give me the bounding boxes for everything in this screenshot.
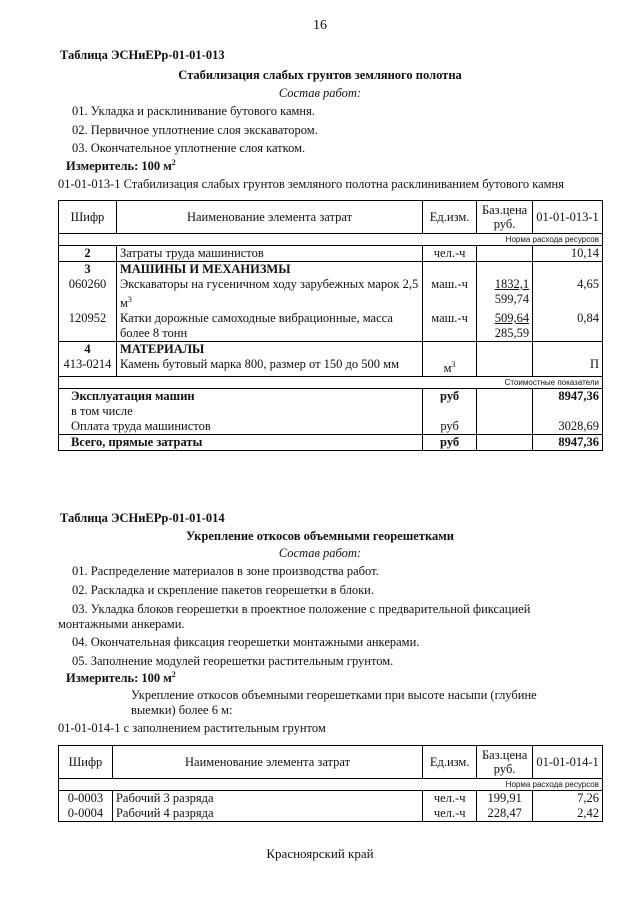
header-unit: Ед.изм.: [423, 201, 477, 234]
cost-row: Всего, прямые затраты руб 8947,36: [59, 435, 603, 451]
header-name: Наименование элемента затрат: [112, 746, 422, 779]
table2-work-4: 04. Окончательная фиксация георешетки монтажными анкерами.: [72, 635, 420, 649]
table1-title: Таблица ЭСНиЕРр-01-01-013: [60, 48, 225, 62]
table-row: 120952 Катки дорожные самоходные вибрационные, масса более 8 тонн маш.-ч 509,64 285,59 0,84: [59, 311, 603, 342]
header-code: Шифр: [59, 746, 113, 779]
table1-work-3: 03. Окончательное уплотнение слоя катком.: [72, 141, 306, 155]
cost-row: Оплата труда машинистов руб 3028,69: [59, 419, 603, 435]
page-number: 16: [313, 18, 327, 33]
table2-measure: Измеритель: 100 $м^2$: [66, 670, 176, 686]
table2-work-1: 01. Распределение материалов в зоне производства работ.: [72, 564, 379, 578]
table1-code-line: 01-01-013-1 Стабилизация слабых грунтов земляного полотна расклиниванием бутового камня: [58, 177, 564, 191]
table-row: 2 Затраты труда машинистов чел.-ч 10,14: [59, 246, 603, 262]
table2-desc-1: Укрепление откосов объемными георешетками при высоте насыпи (глубине: [131, 688, 537, 702]
table2-work-3-cont: монтажными анкерами.: [58, 617, 185, 631]
norm-label: Норма расхода ресурсов: [59, 234, 603, 246]
table1: [58, 200, 603, 451]
cost-row: в том числе: [59, 404, 603, 419]
norm-label: Норма расхода ресурсов: [59, 779, 603, 791]
table1-work-2: 02. Первичное уплотнение слоя экскаватором.: [72, 123, 318, 137]
table1-work-1: 01. Укладка и расклинивание бутового камня.: [72, 104, 315, 118]
table1-heading: Стабилизация слабых грунтов земляного полотна: [178, 68, 462, 82]
header-col: 01-01-014-1: [533, 746, 603, 779]
table1-works-title: Состав работ:: [278, 86, 362, 100]
table2-code-line: 01-01-014-1 с заполнением растительным грунтом: [58, 721, 326, 735]
header-price: Баз.цена руб.: [477, 746, 533, 779]
table2-works-title: Состав работ:: [278, 546, 362, 560]
table-row: 060260 Экскаваторы на гусеничном ходу зарубежных марок 2,5 $м^3$ маш.-ч 1832,1 599,74 4,65: [59, 277, 603, 311]
table2-heading: Укрепление откосов объемными георешетками: [186, 529, 454, 543]
table2-desc-2: выемки) более 6 м:: [131, 703, 233, 717]
table2-title: Таблица ЭСНиЕРр-01-01-014: [60, 511, 225, 525]
header-price: Баз.цена руб.: [477, 201, 533, 234]
table-row: 4 МАТЕРИАЛЫ: [59, 342, 603, 358]
table2: [58, 745, 603, 822]
cost-row: Эксплуатация машин руб 8947,36: [59, 389, 603, 405]
table1-measure: Измеритель: 100 $м^2$: [66, 158, 176, 174]
header-name: Наименование элемента затрат: [116, 201, 422, 234]
header-code: Шифр: [59, 201, 117, 234]
table2-work-2: 02. Раскладка и скрепление пакетов георешетки в блоки.: [72, 583, 374, 597]
cost-label: Стоимостные показатели: [59, 377, 603, 389]
footer-region: Красноярский край: [266, 846, 374, 861]
table2-work-3: 03. Укладка блоков георешетки в проектное положение с предварительной фиксацией: [72, 602, 531, 616]
header-unit: Ед.изм.: [423, 746, 477, 779]
header-col: 01-01-013-1: [533, 201, 603, 234]
table-row: 0-0004 Рабочий 4 разряда чел.-ч 228,47 2,42: [59, 806, 603, 822]
table2-work-5: 05. Заполнение модулей георешетки растительным грунтом.: [72, 654, 394, 668]
table-row: 3 МАШИНЫ И МЕХАНИЗМЫ: [59, 262, 603, 278]
table-row: 0-0003 Рабочий 3 разряда чел.-ч 199,91 7,26: [59, 791, 603, 807]
table-row: 413-0214 Камень бутовый марка 800, размер от 150 до 500 мм $м^3$ П: [59, 357, 603, 377]
